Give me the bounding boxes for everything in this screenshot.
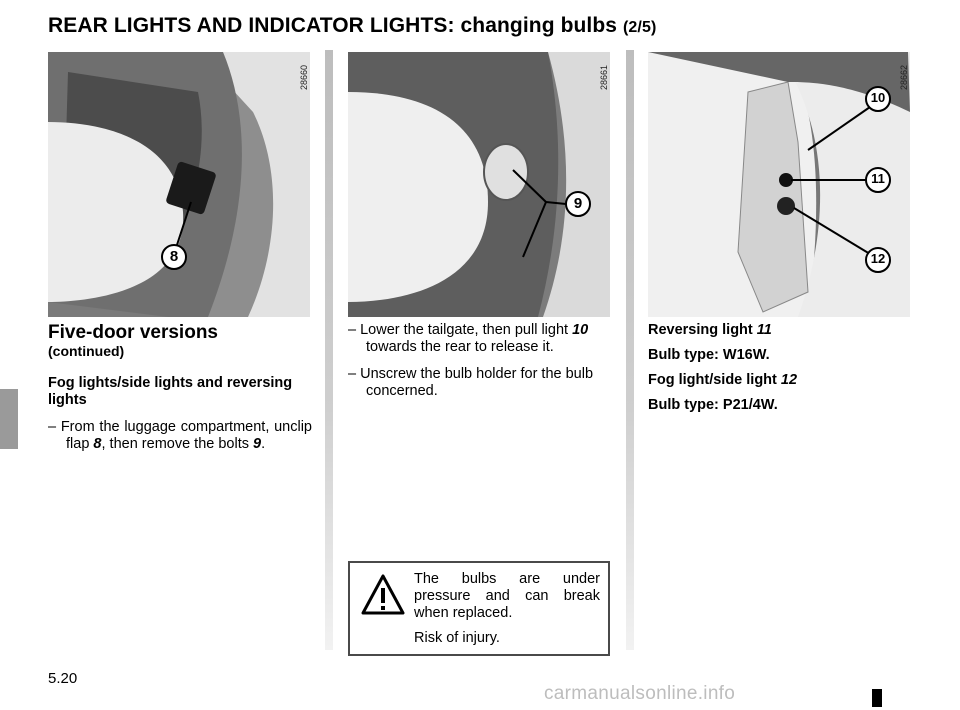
page-title [48,14,656,38]
step-text: towards the rear to release it. [366,339,554,355]
title-main: REAR LIGHTS AND INDICATOR LIGHTS: changing bulbs [48,14,618,37]
page-number: 5.20 [48,670,78,687]
corner-mark [872,689,882,707]
instruction-step [48,419,312,453]
section-heading: Five-door versions [48,322,218,343]
callout-10: 10 [870,90,886,105]
warning-message: The bulbs are under pressure and can break when replaced. [414,571,600,621]
instruction-step [348,322,612,356]
figure-code: 28660 [299,64,309,90]
callout-8: 8 [169,248,179,265]
title-part: (2/5) [623,19,657,36]
step-text: . [261,436,266,452]
warning-risk: Risk of injury. [414,630,500,646]
callout-9: 9 [573,195,583,212]
ref-bolts: 9 [253,436,262,452]
instruction-step: – Unscrew the bulb holder for the bulb concerned. [348,366,594,399]
label-text: Fog light/side light [648,372,781,388]
illustration-light-unit [648,52,910,317]
figure-code: 28662 [899,64,909,90]
callout-11: 11 [871,171,885,186]
column-divider [325,50,333,650]
column-steps [348,322,612,400]
step-text: , then remove the bolts [101,436,254,452]
warning-text [414,571,600,647]
section-tab [0,389,18,449]
ref-light: 10 [572,322,589,338]
reversing-bulb-type: Bulb type: W16W. [648,347,770,363]
figure-code: 28661 [599,64,609,90]
column-five-door [48,322,312,453]
subsection-title: Fog lights/side lights and reversing lights [48,375,293,408]
ref-flap: 8 [93,436,102,452]
illustration-flap [48,52,310,317]
ref-fog: 12 [780,372,798,388]
column-bulb-types [648,322,912,414]
fog-light-label [648,372,912,389]
label-text: Reversing light [648,322,757,338]
step-text: – Lower the tailgate, then pull light [348,322,573,338]
ref-reversing: 11 [756,322,772,338]
reversing-light-label [648,322,912,339]
fog-bulb-type: Bulb type: P21/4W. [648,397,778,413]
warning-box [348,561,610,656]
callout-12: 12 [870,251,886,266]
column-divider [626,50,634,650]
warning-triangle-icon [360,573,406,617]
illustration-tailgate [348,52,610,317]
watermark: carmanualsonline.info [544,683,736,704]
step-text: – From the luggage compartment, unclip flap [48,419,312,452]
section-subheading: (continued) [48,343,125,359]
